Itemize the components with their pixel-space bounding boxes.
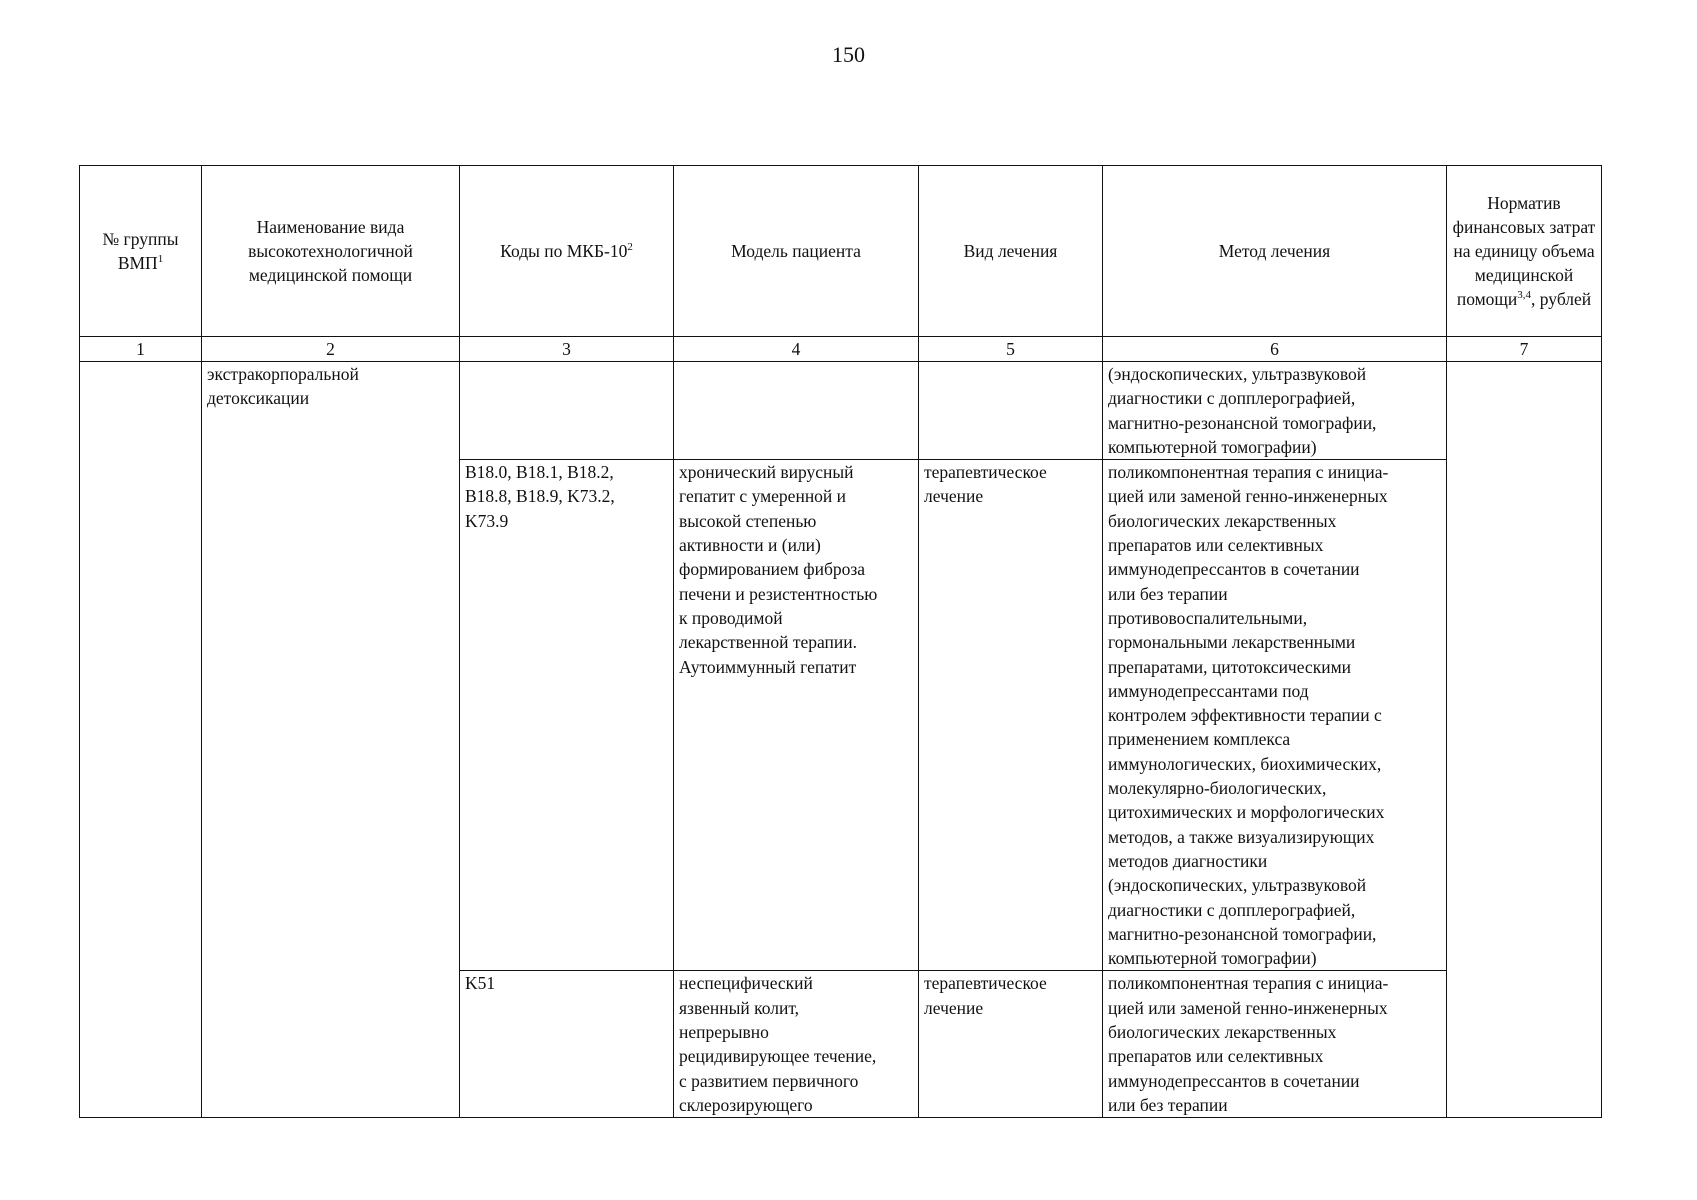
icd-codes-cell: K51 [460,971,674,1118]
treatment-method-cell: поликомпонентная терапия с инициа- цией или заменой генно-инженерных биологических лекарственных препаратов или селективных иммунодепрессантов в сочетании или без терапии [1103,971,1447,1118]
treatment-type-cell: терапевтическое лечение [919,971,1103,1118]
header-treatment-method-text: Метод лечения [1218,241,1331,261]
patient-model-cell: хронический вирусный гепатит с умеренной и высокой степенью активности и (или) формированием фиброза печени и резистентностью к проводимой лекарственной терапии. Аутоиммунный гепатит [674,460,919,971]
column-number: 1 [80,337,202,362]
header-icd-codes-text: Коды по МКБ-10 [500,241,628,261]
header-patient-model [674,166,919,337]
column-number: 3 [460,337,674,362]
header-treatment-type-text: Вид лечения [963,241,1058,261]
header-treatment-type [919,166,1103,337]
treatment-method-cell: поликомпонентная терапия с инициа- цией или заменой генно-инженерных биологических лекарственных препаратов или селективных иммунодепрессантов в сочетании или без терапии противовоспалительными, гормональными лекарственными препаратами, цитотоксическими иммунодепрессантами под контролем эффективности терапии с применением комплекса иммунологических, биохимических, молекулярно-биологических, цитохимических и морфологических методов, а также визуализирующих методов диагностики (эндоскопических, ультразвуковой диагностики с допплерографией, магнитно-резонансной томографии, компьютерной томографии) [1103,460,1447,971]
footnote-1: 1 [157,253,164,266]
header-row [80,166,1602,337]
header-patient-model-text: Модель пациента [731,241,861,261]
header-cost-standard [1447,166,1602,337]
cost-standard-cell [1447,362,1602,1118]
medical-care-table [79,165,1602,1118]
patient-model-cell [674,362,919,460]
care-type-name-cell: экстракорпоральной детоксикации [202,362,460,1118]
treatment-type-cell: терапевтическое лечение [919,460,1103,971]
column-number: 2 [202,337,460,362]
header-care-type-name-text: Наименование вида высокотехнологичной медицинской помощи [248,217,413,285]
footnote-3-4: 3,4 [1517,289,1532,302]
header-group-number [80,166,202,337]
header-care-type-name [202,166,460,337]
column-number: 6 [1103,337,1447,362]
column-number: 7 [1447,337,1602,362]
header-treatment-method [1103,166,1447,337]
header-cost-standard-text: Норматив финансовых затрат на единицу объема медицинской помощи [1452,193,1596,309]
table-row [80,362,1602,460]
header-cost-standard-unit: , рублей [1531,289,1592,309]
column-number: 5 [919,337,1103,362]
patient-model-cell: неспецифический язвенный колит, непрерывно рецидивирующее течение, с развитием первичного склерозирующего [674,971,919,1118]
page-number: 150 [832,42,865,67]
column-number-row [80,337,1602,362]
treatment-type-cell [919,362,1103,460]
footnote-2: 2 [627,241,633,254]
header-group-number-text: № группы ВМП [102,229,179,273]
treatment-method-cell: (эндоскопических, ультразвуковой диагностики с допплерографией, магнитно-резонансной томографии, компьютерной томографии) [1103,362,1447,460]
icd-codes-cell [460,362,674,460]
icd-codes-cell: B18.0, B18.1, B18.2, B18.8, B18.9, K73.2, K73.9 [460,460,674,971]
column-number: 4 [674,337,919,362]
header-icd-codes [460,166,674,337]
group-number-cell [80,362,202,1118]
